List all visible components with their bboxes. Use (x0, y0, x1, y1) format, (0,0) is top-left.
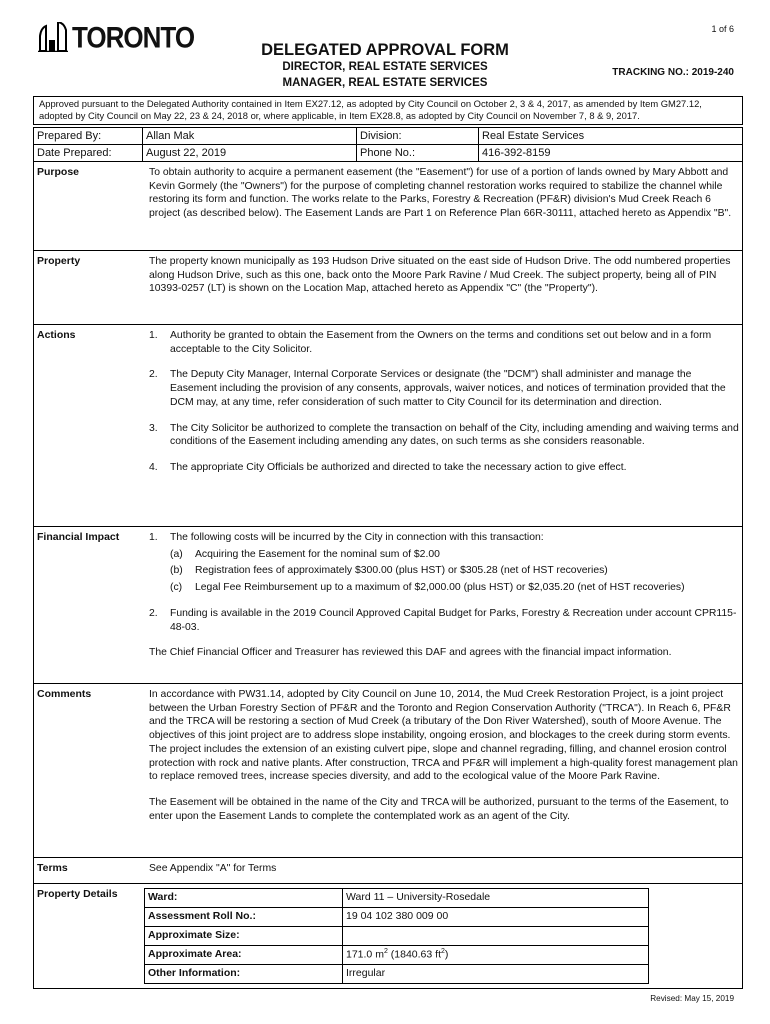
table-row (145, 908, 649, 927)
date-prepared-value: August 22, 2019 (143, 145, 357, 162)
list-item (149, 422, 741, 449)
purpose-label: Purpose (37, 166, 80, 178)
list-item (149, 368, 741, 409)
cfo-review-note: The Chief Financial Officer and Treasurer has reviewed this DAF and agrees with the financial impact information. (149, 647, 672, 659)
tracking-number: TRACKING NO.: 2019-240 (612, 67, 734, 78)
comments-paragraph: In accordance with PW31.14, adopted by City Council on June 10, 2014, the Mud Creek Restoration Project, is a joint project between the Urban Forestry Section of PF&R and the Toronto and Region Conservation Authority ("TRCA"). In Reach 6, PF&R and the TRCA will be restoring a section of Mud Creek (a tributary of the Don River Watershed), south of Moore Avenue. The objectives of this joint project are to address slope instability, ongoing erosion, and blockages to the creek during storm events. The project includes the extension of an existing culvert pipe, slope and channel regrading, filling, and channel erosion control protection with rock and native plants. After construction, TRCA and PF&R will implement a high-quality forest management plan to replace removed trees, increase species diversity, and add to the ecological value of the Moore Park Ravine. (149, 689, 738, 783)
list-item (170, 564, 741, 578)
list-item (170, 548, 741, 562)
area-value: 171.0 m (346, 948, 384, 961)
property-section (34, 250, 742, 295)
comments-body (149, 688, 741, 836)
list-item (149, 531, 741, 595)
ward-label: Ward: (145, 889, 343, 908)
other-information-label: Other Information: (145, 965, 343, 984)
item-text: The Deputy City Manager, Internal Corporate Services or designate (the "DCM") shall administer and manage the Easement including the provision of any consents, approvals, waiver notices, and notices of termination provided that the DCM may, at any time, refer consideration of such matter to City Council for its determination and direction. (170, 369, 726, 408)
property-label: Property (37, 255, 81, 267)
revised-date: Revised: May 15, 2019 (650, 994, 734, 1003)
property-details-label: Property Details (37, 888, 118, 900)
sub-letter: (a) (170, 548, 183, 560)
financial-impact-section (34, 526, 742, 659)
comments-label: Comments (37, 688, 92, 700)
comments-paragraph: The Easement will be obtained in the name of the City and TRCA will be authorized, pursuant to the terms of the Easement, to enter upon the Easement Lands to complete the contemplated work as an agent of the City. (149, 797, 729, 822)
prepared-by-value: Allan Mak (143, 128, 357, 145)
preparer-table (33, 127, 743, 162)
table-row (34, 128, 743, 145)
table-row (145, 946, 649, 965)
ward-value: Ward 11 – University-Rosedale (343, 889, 649, 908)
approximate-size-label: Approximate Size: (145, 927, 343, 946)
item-number: 1. (149, 330, 158, 341)
property-details-section (34, 883, 742, 989)
area-close-paren: ) (444, 948, 449, 961)
form-title: DELEGATED APPROVAL FORM (261, 41, 509, 59)
actions-list (149, 329, 741, 487)
cost-breakdown (149, 548, 741, 595)
actions-section (34, 324, 742, 474)
division-label: Division: (357, 128, 479, 145)
table-row (145, 965, 649, 984)
terms-section (34, 857, 742, 874)
prepared-by-label: Prepared By: (34, 128, 143, 145)
table-row (34, 145, 743, 162)
sub-text: Legal Fee Reimbursement up to a maximum of $2,000.00 (plus HST) or $2,035.20 (net of HST recoveries) (195, 582, 685, 594)
approximate-area-value (343, 946, 649, 965)
approximate-area-label: Approximate Area: (145, 946, 343, 965)
comments-section (34, 683, 742, 822)
assessment-roll-value: 19 04 102 380 009 00 (343, 908, 649, 927)
list-item (149, 329, 741, 356)
sub-letter: (b) (170, 565, 183, 577)
item-number: 2. (149, 369, 158, 381)
terms-text: See Appendix "A" for Terms (149, 863, 277, 874)
item-text: The City Solicitor be authorized to complete the transaction on behalf of the City, including amending and waiving terms and conditions of the Easement including amending any dates, on such terms as she considers reasonable. (170, 422, 739, 448)
purpose-text: To obtain authority to acquire a permanent easement (the "Easement") for use of a portion of lands owned by Mary Abbott and Kevin Gormely (the "Owners") for the purpose of completing channel restoration works required to stabilize the channel while restoring its form and function. The works relate to the Parks, Forestry & Recreation (PF&R) division's Mud Creek Reach 6 project (as described below). The Easement Lands are Part 1 on Reference Plan 66R-30111, attached hereto as Appendix "B". (149, 167, 732, 220)
page-number: 1 of 6 (711, 24, 734, 34)
terms-label: Terms (37, 862, 68, 874)
item-number: 1. (149, 532, 158, 543)
list-item (149, 461, 741, 475)
approval-authority-box: Approved pursuant to the Delegated Authority contained in Item EX27.12, as adopted by City Council on October 2, 3 & 4, 2017, as amended by Item GM27.12, adopted by City Council on May 22, 23 & 24, 2018 or, where applicable, in Item EX28.8, as adopted by City Council on November 7, 8 & 9, 2017. (33, 96, 743, 125)
form-body (33, 161, 743, 989)
table-row (145, 889, 649, 908)
assessment-roll-label: Assessment Roll No.: (145, 908, 343, 927)
logo-wordmark: TORONTO (72, 19, 195, 55)
item-text: The following costs will be incurred by the City in connection with this transaction: (170, 532, 544, 543)
other-information-value: Irregular (343, 965, 649, 984)
approximate-size-value (343, 927, 649, 946)
item-number: 2. (149, 607, 158, 619)
item-text: The appropriate City Officials be authorized and directed to take the necessary action to give effect. (170, 462, 627, 474)
property-text: The property known municipally as 193 Hudson Drive situated on the east side of Hudson Drive. The odd numbered properties along Hudson Drive, such as this one, back onto the Moore Park Ravine / Mud Creek. The subject property, being all of PIN 10393-0257 (LT) is shown on the Location Map, attached hereto as Appendix "C" (the "Property"). (149, 256, 731, 295)
item-number: 4. (149, 462, 158, 474)
table-row (145, 927, 649, 946)
property-details-table (144, 888, 649, 984)
financial-list (149, 531, 741, 634)
area-unit-exponent: 2 (440, 948, 445, 956)
item-text: Funding is available in the 2019 Council Approved Capital Budget for Parks, Forestry & Recreation under account CPR115-48-03. (170, 607, 737, 633)
area-unit-exponent: 2 (383, 948, 388, 956)
item-text: Authority be granted to obtain the Easement from the Owners on the terms and conditions set out below and in a form acceptable to the City Solicitor. (170, 330, 712, 355)
phone-value: 416-392-8159 (479, 145, 743, 162)
area-value-imperial: (1840.63 ft (387, 948, 441, 961)
subtitle-manager: MANAGER, REAL ESTATE SERVICES (282, 77, 488, 90)
sub-text: Acquiring the Easement for the nominal sum of $2.00 (195, 548, 440, 560)
financial-impact-body (149, 531, 741, 672)
financial-impact-label: Financial Impact (37, 531, 120, 543)
sub-text: Registration fees of approximately $300.00 (plus HST) or $305.28 (net of HST recoveries) (195, 565, 608, 577)
phone-label: Phone No.: (357, 145, 479, 162)
list-item (170, 581, 741, 595)
division-value: Real Estate Services (479, 128, 743, 145)
sub-letter: (c) (170, 582, 183, 594)
subtitle-director: DIRECTOR, REAL ESTATE SERVICES (282, 61, 488, 73)
actions-label: Actions (37, 329, 76, 341)
item-number: 3. (149, 422, 158, 434)
date-prepared-label: Date Prepared: (34, 145, 143, 162)
list-item (149, 607, 741, 634)
